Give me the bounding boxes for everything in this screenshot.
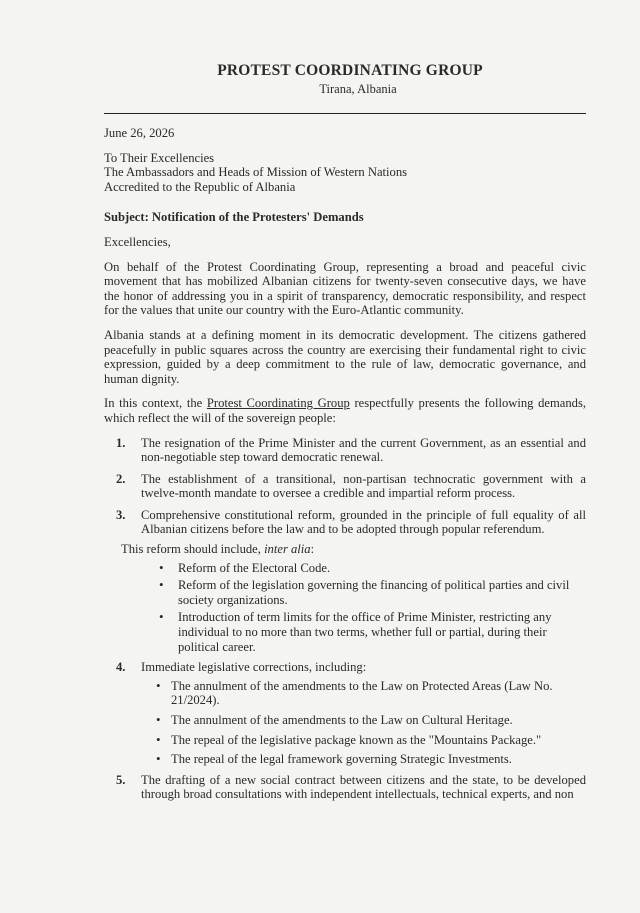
letter-body bbox=[104, 126, 586, 809]
demand-item bbox=[104, 472, 586, 501]
bullet-item bbox=[104, 610, 586, 654]
addressee-line: The Ambassadors and Heads of Mission of Western Nations bbox=[104, 165, 408, 180]
reform-lead-italic: inter alia bbox=[264, 542, 311, 557]
bullet-dot-icon: • bbox=[159, 577, 164, 593]
salutation: Excellencies, bbox=[104, 234, 171, 249]
demand-item bbox=[104, 660, 586, 675]
bullet-item bbox=[104, 561, 586, 576]
bullet-text: The annulment of the amendments to the Law on Cultural Heritage. bbox=[171, 713, 513, 727]
intro-text: respectfully presents the following demands, which reflect the will of the sovereign people: bbox=[104, 396, 587, 425]
bullet-item bbox=[104, 578, 586, 607]
demand-number: 1. bbox=[116, 435, 126, 450]
bullet-item bbox=[104, 713, 586, 728]
bullet-dot-icon: • bbox=[159, 559, 164, 575]
demands-list-continued bbox=[104, 660, 586, 675]
demand-text: The establishment of a transitional, non-partisan technocratic government with a twelve-month mandate to oversee a credible and impartial reform process. bbox=[141, 471, 586, 501]
group-name-link[interactable]: Protest Coordinating Group bbox=[206, 396, 350, 411]
demand-number: 2. bbox=[116, 471, 126, 486]
paragraph: On behalf of the Protest Coordinating Group, representing a broad and peaceful civic movement that has mobilized Albanian citizens for twenty-seven consecutive days, we have the honor of addressing you in a spirit of transparency, democratic responsibility, and respect for the values that unite our country with the Euro-Atlantic community. bbox=[104, 259, 586, 318]
bullet-dot-icon: • bbox=[156, 751, 161, 767]
intro-text: In this context, the bbox=[104, 396, 207, 411]
bullet-text: The annulment of the amendments to the Law on Protected Areas (Law No. 21/2024). bbox=[171, 678, 553, 708]
bullet-dot-icon: • bbox=[156, 731, 161, 747]
addressee-line: Accredited to the Republic of Albania bbox=[104, 179, 296, 194]
bullet-text: The repeal of the legislative package known as the "Mountains Package." bbox=[171, 732, 542, 747]
intro-paragraph bbox=[104, 396, 586, 425]
reform-lead-text: This reform should include, bbox=[121, 542, 265, 557]
org-city: Tirana, Albania bbox=[319, 82, 397, 96]
addressee-line: To Their Excellencies bbox=[104, 150, 215, 165]
demands-list-final bbox=[104, 773, 586, 802]
legislative-bullets bbox=[104, 679, 586, 767]
bullet-dot-icon: • bbox=[156, 677, 161, 693]
bullet-text: The repeal of the legal framework governing Strategic Investments. bbox=[171, 752, 512, 767]
demand-item bbox=[104, 436, 586, 465]
bullet-text: Reform of the legislation governing the financing of political parties and civil society organizations. bbox=[178, 578, 570, 607]
demand-text: Immediate legislative corrections, including: bbox=[141, 660, 367, 675]
bullet-text: Introduction of term limits for the office of Prime Minister, restricting any individual to no more than two terms, whether full or partial, during their political career. bbox=[178, 610, 552, 654]
header-divider bbox=[104, 113, 586, 114]
bullet-dot-icon: • bbox=[156, 712, 161, 727]
demand-text: The resignation of the Prime Minister and the current Government, as an essential and non-negotiable step toward democratic renewal. bbox=[141, 435, 586, 465]
reform-bullets bbox=[104, 561, 586, 655]
paragraph: Albania stands at a defining moment in its democratic development. The citizens gathered peacefully in public squares across the country are exercising their fundamental right to civic expression, guided by a deep commitment to the rule of law, democratic governance, and human dignity. bbox=[104, 327, 586, 386]
demand-text: Comprehensive constitutional reform, grounded in the principle of full equality of all Albanian citizens before the law and to be adopted through popular referendum. bbox=[141, 507, 586, 537]
demand-number: 3. bbox=[116, 507, 126, 522]
reform-lead-colon: : bbox=[310, 542, 315, 557]
bullet-item bbox=[104, 752, 586, 767]
demands-list bbox=[104, 436, 586, 538]
bullet-dot-icon: • bbox=[159, 609, 164, 625]
demand-number: 5. bbox=[116, 772, 126, 787]
addressee-block bbox=[104, 151, 586, 195]
subject-line: Subject: Notification of the Protesters' Demands bbox=[104, 210, 364, 225]
org-title: PROTEST COORDINATING GROUP bbox=[217, 62, 483, 79]
demand-number: 4. bbox=[116, 660, 126, 675]
reform-lead bbox=[121, 542, 586, 557]
demand-item bbox=[104, 508, 586, 537]
bullet-text: Reform of the Electoral Code. bbox=[178, 560, 331, 575]
letter-date: June 26, 2026 bbox=[104, 126, 175, 140]
bullet-item bbox=[104, 733, 586, 748]
demand-item bbox=[104, 773, 586, 802]
demand-text: The drafting of a new social contract between citizens and the state, to be developed through broad consultations with independent intellectuals, technical experts, and non bbox=[141, 772, 586, 802]
bullet-item bbox=[104, 679, 586, 708]
